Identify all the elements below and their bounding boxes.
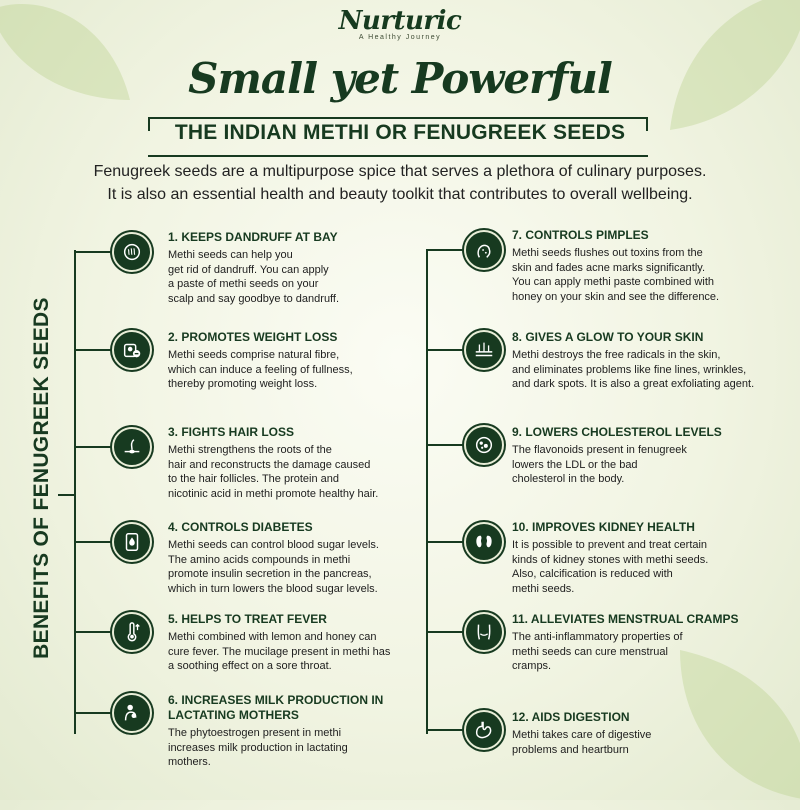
benefit-description bbox=[512, 246, 792, 304]
benefit-title: 6. INCREASES MILK PRODUCTION IN LACTATING MOTHERS bbox=[168, 693, 384, 722]
benefit-line: problems and heartburn bbox=[512, 743, 629, 756]
connector-branch bbox=[426, 729, 464, 731]
brand-tagline: A Healthy Journey bbox=[358, 34, 442, 41]
connector-branch bbox=[74, 446, 112, 448]
connector-branch bbox=[74, 712, 112, 714]
benefit-line: which in turn lowers the blood sugar levels. bbox=[168, 582, 378, 595]
benefit-line: skin and fades acne marks significantly. bbox=[512, 261, 705, 274]
benefit-title: 1. KEEPS DANDRUFF AT BAY bbox=[168, 230, 338, 244]
benefit-description bbox=[168, 443, 418, 501]
side-title: BENEFITS OF FENUGREEK SEEDS bbox=[30, 297, 53, 659]
benefit-line: kinds of kidney stones with methi seeds. bbox=[512, 553, 709, 566]
benefit-line: Methi seeds can control blood sugar levels. bbox=[168, 539, 379, 551]
connector-branch bbox=[74, 541, 112, 543]
benefit-line: Methi seeds flushes out toxins from the bbox=[512, 247, 703, 259]
benefit-line: methi seeds can cure menstrual bbox=[512, 645, 668, 658]
benefit-line: get rid of dandruff. You can apply bbox=[168, 263, 329, 276]
benefit-description bbox=[168, 630, 418, 674]
benefit-description bbox=[512, 630, 792, 674]
benefit-line: lowers the LDL or the bad bbox=[512, 458, 638, 471]
benefit-line: Methi combined with lemon and honey can bbox=[168, 631, 377, 643]
kidney-icon bbox=[464, 522, 504, 562]
benefit-line: The anti-inflammatory properties of bbox=[512, 631, 683, 643]
skin-layers-icon bbox=[464, 330, 504, 370]
brand-name: Nurturic bbox=[338, 6, 462, 36]
benefit-item bbox=[512, 520, 792, 596]
connector-horizontal bbox=[58, 494, 74, 496]
benefit-line: promote insulin secretion in the pancreas, bbox=[168, 568, 372, 580]
benefit-line: The phytoestrogen present in methi bbox=[168, 727, 342, 739]
benefit-line: which can induce a feeling of fullness, bbox=[168, 363, 353, 376]
benefit-line: Methi seeds comprise natural fibre, bbox=[168, 349, 340, 361]
benefit-title: 9. LOWERS CHOLESTEROL LEVELS bbox=[512, 425, 722, 439]
benefit-title: 8. GIVES A GLOW TO YOUR SKIN bbox=[512, 330, 704, 344]
benefit-line: It is possible to prevent and treat certain bbox=[512, 539, 708, 551]
connector-branch bbox=[426, 349, 464, 351]
benefit-item bbox=[512, 228, 792, 304]
benefit-item bbox=[168, 693, 418, 770]
benefit-line: a paste of methi seeds on your bbox=[168, 278, 319, 290]
intro-line: It is also an essential health and beauty toolkit that contributes to overall wellbeing. bbox=[107, 186, 693, 203]
abdomen-icon bbox=[464, 612, 504, 652]
benefit-title: 10. IMPROVES KIDNEY HEALTH bbox=[512, 520, 695, 534]
mother-baby-icon bbox=[112, 693, 152, 733]
connector-branch bbox=[426, 541, 464, 543]
benefit-item bbox=[512, 330, 792, 392]
benefit-title: 5. HELPS TO TREAT FEVER bbox=[168, 612, 327, 626]
benefit-line: a soothing effect on a sore throat. bbox=[168, 660, 332, 672]
connector-branch bbox=[74, 349, 112, 351]
brand-logo bbox=[0, 6, 800, 41]
benefit-line: Methi takes care of digestive bbox=[512, 729, 652, 741]
stomach-icon bbox=[464, 710, 504, 750]
benefit-line: scalp and say goodbye to dandruff. bbox=[168, 292, 340, 305]
benefit-line: honey on your skin and see the difference. bbox=[512, 290, 720, 303]
intro-line: Fenugreek seeds are a multipurpose spice that serves a plethora of culinary purposes. bbox=[93, 163, 707, 180]
benefit-description bbox=[512, 538, 792, 596]
benefit-description bbox=[168, 248, 418, 306]
benefit-line: cholesterol in the body. bbox=[512, 473, 625, 485]
benefit-title: 12. AIDS DIGESTION bbox=[512, 710, 630, 724]
benefit-line: Methi strengthens the roots of the bbox=[168, 444, 332, 456]
benefit-item bbox=[168, 330, 418, 392]
benefit-line: hair and reconstructs the damage caused bbox=[168, 458, 371, 471]
scalp-icon bbox=[112, 232, 152, 272]
benefit-line: to the hair follicles. The protein and bbox=[168, 473, 340, 485]
weight-scale-icon bbox=[112, 330, 152, 370]
benefit-line: The flavonoids present in fenugreek bbox=[512, 444, 687, 456]
benefit-item bbox=[168, 612, 418, 674]
benefit-line: cramps. bbox=[512, 660, 552, 672]
benefit-description bbox=[168, 348, 418, 392]
benefit-item bbox=[168, 520, 418, 596]
benefit-description bbox=[168, 726, 418, 770]
connector-branch bbox=[74, 631, 112, 633]
benefit-line: Methi seeds can help you bbox=[168, 249, 293, 261]
benefit-title: 11. ALLEVIATES MENSTRUAL CRAMPS bbox=[512, 612, 739, 626]
benefit-title: 4. CONTROLS DIABETES bbox=[168, 520, 313, 534]
benefit-description bbox=[512, 728, 792, 757]
blood-drop-icon bbox=[112, 522, 152, 562]
benefit-item bbox=[168, 230, 418, 306]
benefit-line: You can apply methi paste combined with bbox=[512, 276, 714, 288]
benefit-item bbox=[512, 425, 792, 487]
hair-follicle-icon bbox=[112, 427, 152, 467]
benefit-line: and eliminates problems like fine lines, wrinkles, bbox=[512, 363, 747, 376]
intro-text bbox=[30, 160, 770, 206]
benefit-title: 2. PROMOTES WEIGHT LOSS bbox=[168, 330, 338, 344]
page-subtitle: THE INDIAN METHI OR FENUGREEK SEEDS bbox=[174, 121, 626, 144]
benefit-description bbox=[512, 443, 792, 487]
benefit-description bbox=[512, 348, 792, 392]
face-icon bbox=[464, 230, 504, 270]
benefit-line: nicotinic acid in methi promote healthy hair. bbox=[168, 487, 379, 500]
connector-branch bbox=[426, 249, 464, 251]
left-spine bbox=[74, 250, 76, 734]
benefit-title: 7. CONTROLS PIMPLES bbox=[512, 228, 649, 242]
connector-branch bbox=[74, 251, 112, 253]
benefit-line: cure fever. The mucilage present in methi has bbox=[168, 645, 391, 658]
benefit-line: thereby promoting weight loss. bbox=[168, 378, 318, 390]
connector-branch bbox=[426, 444, 464, 446]
benefit-line: increases milk production in lactating bbox=[168, 741, 348, 754]
benefit-item bbox=[168, 425, 418, 501]
benefit-line: The amino acids compounds in methi bbox=[168, 553, 351, 566]
benefit-title: 3. FIGHTS HAIR LOSS bbox=[168, 425, 295, 439]
thermometer-icon bbox=[112, 612, 152, 652]
right-spine bbox=[426, 250, 428, 734]
headline: Small yet Powerful bbox=[188, 54, 612, 103]
benefit-item bbox=[512, 612, 792, 674]
benefit-line: Methi destroys the free radicals in the skin, bbox=[512, 349, 721, 361]
benefit-line: mothers. bbox=[168, 756, 211, 768]
benefit-description bbox=[168, 538, 418, 596]
benefit-item bbox=[512, 710, 792, 757]
benefit-line: methi seeds. bbox=[512, 582, 575, 595]
benefit-line: Also, calcification is reduced with bbox=[512, 568, 673, 580]
connector-branch bbox=[426, 631, 464, 633]
benefit-line: and dark spots. It is also a great exfoliating agent. bbox=[512, 378, 755, 390]
artery-icon bbox=[464, 425, 504, 465]
